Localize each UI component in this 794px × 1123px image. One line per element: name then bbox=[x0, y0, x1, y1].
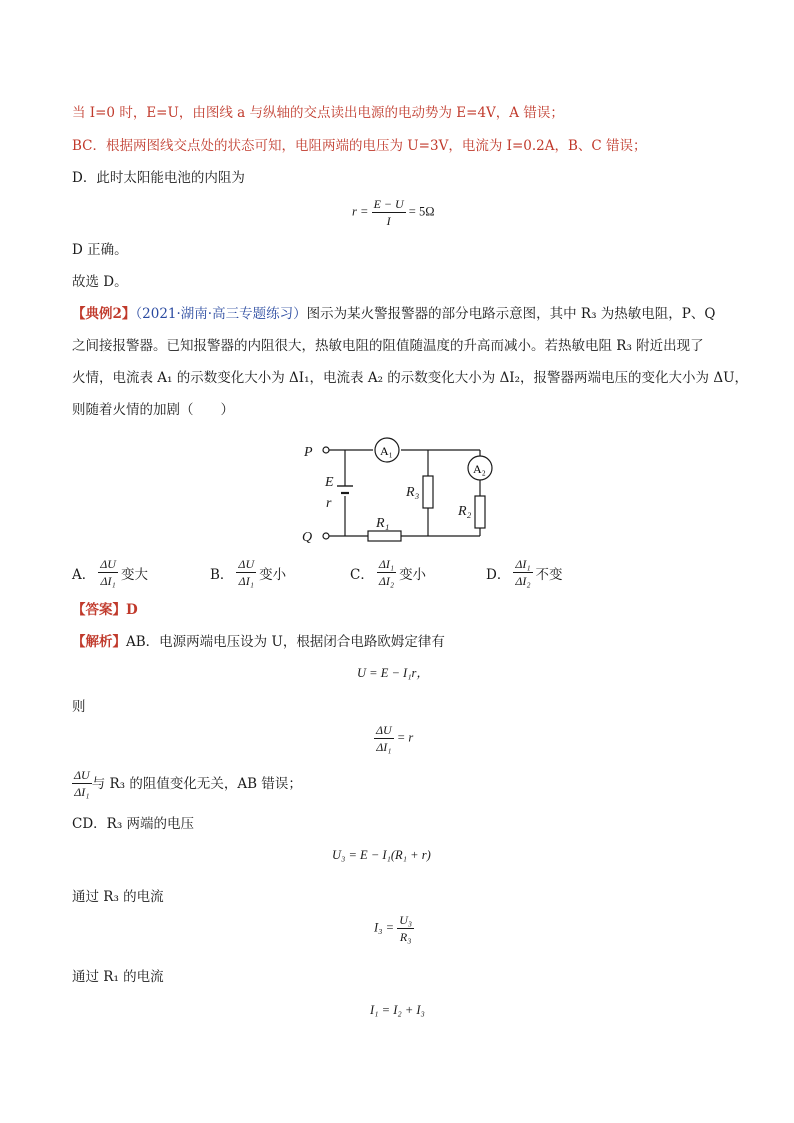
label-q: Q bbox=[302, 530, 313, 545]
label-p: P bbox=[304, 445, 313, 460]
solution-line-1: 当 I=0 时，E=U，由图线 a 与纵轴的交点读出电源的电动势为 E=4V，A 错误； bbox=[72, 105, 564, 121]
label-r3: R₃ bbox=[406, 485, 420, 500]
analysis-then: 则 bbox=[72, 699, 86, 715]
resistor-r1 bbox=[368, 531, 401, 541]
label-a1: A₁ bbox=[380, 444, 393, 458]
example-line-2: 之间接报警器。已知报警器的内阻很大，热敏电阻的阻值随温度的升高而减小。若热敏电阻 R₃ 附近出现了 bbox=[72, 338, 704, 354]
analysis-through-r1: 通过 R₁ 的电流 bbox=[72, 969, 164, 985]
terminal-q bbox=[323, 533, 329, 539]
option-a[interactable]: A． $\frac{\Delta U}{\text{ΔI₁}}$ 变大 bbox=[72, 557, 148, 588]
analysis-unrelated: $\frac{\Delta U}{\text{ΔI₁}}$ 与 R₃ 的阻值变化无关，AB 错误； bbox=[74, 768, 302, 799]
label-r: r bbox=[326, 496, 332, 511]
solution-line-4: D 正确。 bbox=[72, 242, 128, 258]
formula-u: U = E − I₁r， bbox=[357, 666, 429, 680]
analysis-through-r3: 通过 R₃ 的电流 bbox=[72, 889, 164, 905]
option-b[interactable]: B． $\frac{\Delta U}{\text{ΔI₁}}$ 变小 bbox=[210, 557, 287, 588]
example-line-1: 【典例2】（2021·湖南·高三专题练习）图示为某火警报警器的部分电路示意图，其中 R₃ 为热敏电阻，P、Q bbox=[72, 306, 716, 322]
terminal-p bbox=[323, 447, 329, 453]
formula-u3: U₃ = E − I₁(R₁ + r) bbox=[332, 848, 431, 862]
formula-du-di: $\frac{\Delta U}{\text{ΔI₁}}$ = r bbox=[376, 723, 414, 754]
solution-line-5: 故选 D。 bbox=[72, 274, 128, 290]
example-line-4: 则随着火情的加剧（ ） bbox=[72, 402, 234, 418]
resistor-r2 bbox=[475, 496, 485, 528]
resistor-r3 bbox=[423, 476, 433, 508]
analysis-cd: CD．R₃ 两端的电压 bbox=[72, 816, 195, 832]
example-line-3: 火情，电流表 A₁ 的示数变化大小为 ΔI₁，电流表 A₂ 的示数变化大小为 ΔI₂，报警器两端电压的变化大小为 ΔU， bbox=[72, 370, 748, 386]
option-d[interactable]: D． $\frac{\text{ΔI₁}}{\text{ΔI₂}}$ 不变 bbox=[486, 557, 563, 588]
label-r2: R₂ bbox=[458, 504, 472, 519]
label-r1: R₁ bbox=[376, 516, 390, 531]
formula-i3: I₃ = $\frac{\text{U₃}}{\text{R₃}}$ bbox=[374, 913, 413, 944]
solution-line-2: BC．根据两图线交点处的状态可知，电阻两端的电压为 U=3V，电流为 I=0.2A，B、C 错误； bbox=[72, 138, 647, 154]
option-c[interactable]: C． $\frac{\text{ΔI₁}}{\text{ΔI₂}}$ 变小 bbox=[350, 557, 427, 588]
circuit-diagram bbox=[300, 430, 520, 550]
formula-i1: I₁ = I₂ + I₃ bbox=[370, 1003, 425, 1017]
label-e: E bbox=[325, 475, 334, 490]
formula-internal-resistance: r = $\frac{E - U}{I}$ = 5Ω bbox=[352, 197, 435, 228]
label-a2: A₂ bbox=[473, 462, 486, 476]
solution-line-3: D．此时太阳能电池的内阻为 bbox=[72, 170, 245, 186]
analysis-line-1: 【解析】AB．电源两端电压设为 U，根据闭合电路欧姆定律有 bbox=[72, 634, 445, 650]
answer: 【答案】D bbox=[72, 602, 138, 618]
